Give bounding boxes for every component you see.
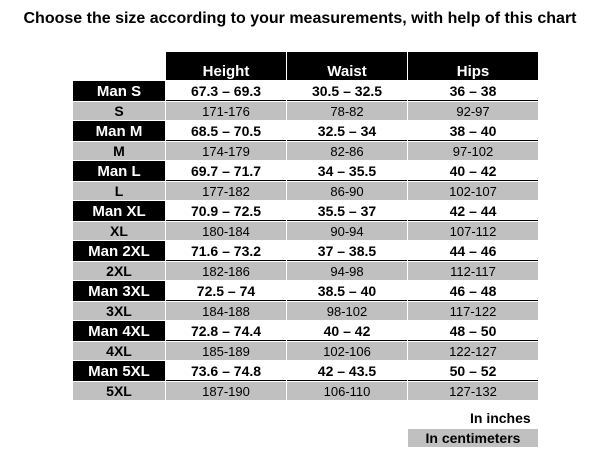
chart-title: Choose the size according to your measurements, with help of this chart: [23, 10, 577, 27]
height-centimeters-cell: 182-186: [166, 262, 286, 280]
waist-centimeters-cell: 78-82: [287, 102, 407, 120]
size-row-inches: [73, 241, 538, 261]
size-row-inches: [73, 161, 538, 181]
size-row-centimeters: [73, 182, 538, 200]
hips-inches-cell: 44 – 46: [408, 241, 538, 261]
hips-centimeters-cell: 97-102: [408, 142, 538, 160]
height-inches-cell: 72.5 – 74: [166, 281, 286, 301]
hips-centimeters-cell: 122-127: [408, 342, 538, 360]
hips-centimeters-cell: 127-132: [408, 382, 538, 400]
size-row-centimeters: [73, 302, 538, 320]
hips-inches-cell: 38 – 40: [408, 121, 538, 141]
hips-inches-cell: 50 – 52: [408, 361, 538, 381]
waist-centimeters-cell: 94-98: [287, 262, 407, 280]
header-row: [73, 52, 538, 80]
size-label-inches: Man 5XL: [73, 361, 165, 381]
height-inches-cell: 73.6 – 74.8: [166, 361, 286, 381]
hips-inches-cell: 42 – 44: [408, 201, 538, 221]
size-label-centimeters: 5XL: [73, 382, 165, 400]
height-inches-cell: 67.3 – 69.3: [166, 81, 286, 101]
header-waist: Waist: [287, 52, 407, 80]
hips-inches-cell: 46 – 48: [408, 281, 538, 301]
size-row-inches: [73, 321, 538, 341]
waist-inches-cell: 42 – 43.5: [287, 361, 407, 381]
hips-inches-cell: 48 – 50: [408, 321, 538, 341]
waist-inches-cell: 40 – 42: [287, 321, 407, 341]
hips-centimeters-cell: 117-122: [408, 302, 538, 320]
size-row-inches: [73, 121, 538, 141]
size-chart-table: [72, 51, 539, 401]
height-inches-cell: 72.8 – 74.4: [166, 321, 286, 341]
height-centimeters-cell: 177-182: [166, 182, 286, 200]
size-row-inches: [73, 281, 538, 301]
size-label-inches: Man XL: [73, 201, 165, 221]
size-label-centimeters: 3XL: [73, 302, 165, 320]
height-centimeters-cell: 180-184: [166, 222, 286, 240]
height-centimeters-cell: 187-190: [166, 382, 286, 400]
size-row-centimeters: [73, 222, 538, 240]
height-inches-cell: 70.9 – 72.5: [166, 201, 286, 221]
hips-centimeters-cell: 107-112: [408, 222, 538, 240]
hips-centimeters-cell: 92-97: [408, 102, 538, 120]
size-row-inches: [73, 361, 538, 381]
size-row-centimeters: [73, 142, 538, 160]
waist-inches-cell: 35.5 – 37: [287, 201, 407, 221]
hips-centimeters-cell: 102-107: [408, 182, 538, 200]
waist-centimeters-cell: 86-90: [287, 182, 407, 200]
legend-inches: In inches: [470, 410, 531, 426]
waist-inches-cell: 34 – 35.5: [287, 161, 407, 181]
size-label-centimeters: 4XL: [73, 342, 165, 360]
size-label-centimeters: M: [73, 142, 165, 160]
legend-centimeters: In centimeters: [408, 429, 538, 447]
header-corner: [73, 52, 165, 80]
waist-centimeters-cell: 90-94: [287, 222, 407, 240]
hips-inches-cell: 36 – 38: [408, 81, 538, 101]
size-label-centimeters: S: [73, 102, 165, 120]
size-row-centimeters: [73, 262, 538, 280]
height-centimeters-cell: 174-179: [166, 142, 286, 160]
header-hips: Hips: [408, 52, 538, 80]
hips-centimeters-cell: 112-117: [408, 262, 538, 280]
size-label-inches: Man 2XL: [73, 241, 165, 261]
size-row-inches: [73, 201, 538, 221]
size-row-centimeters: [73, 382, 538, 400]
height-inches-cell: 69.7 – 71.7: [166, 161, 286, 181]
waist-centimeters-cell: 106-110: [287, 382, 407, 400]
height-centimeters-cell: 185-189: [166, 342, 286, 360]
size-label-inches: Man L: [73, 161, 165, 181]
waist-centimeters-cell: 82-86: [287, 142, 407, 160]
size-label-centimeters: 2XL: [73, 262, 165, 280]
waist-inches-cell: 32.5 – 34: [287, 121, 407, 141]
hips-inches-cell: 40 – 42: [408, 161, 538, 181]
height-inches-cell: 71.6 – 73.2: [166, 241, 286, 261]
size-label-inches: Man 4XL: [73, 321, 165, 341]
size-row-centimeters: [73, 102, 538, 120]
waist-inches-cell: 38.5 – 40: [287, 281, 407, 301]
height-centimeters-cell: 184-188: [166, 302, 286, 320]
size-row-inches: [73, 81, 538, 101]
size-label-centimeters: XL: [73, 222, 165, 240]
size-label-inches: Man M: [73, 121, 165, 141]
waist-centimeters-cell: 98-102: [287, 302, 407, 320]
waist-inches-cell: 37 – 38.5: [287, 241, 407, 261]
size-row-centimeters: [73, 342, 538, 360]
size-label-centimeters: L: [73, 182, 165, 200]
size-chart-body: [73, 81, 538, 400]
size-label-inches: Man S: [73, 81, 165, 101]
header-height: Height: [166, 52, 286, 80]
height-centimeters-cell: 171-176: [166, 102, 286, 120]
height-inches-cell: 68.5 – 70.5: [166, 121, 286, 141]
waist-centimeters-cell: 102-106: [287, 342, 407, 360]
waist-inches-cell: 30.5 – 32.5: [287, 81, 407, 101]
size-label-inches: Man 3XL: [73, 281, 165, 301]
